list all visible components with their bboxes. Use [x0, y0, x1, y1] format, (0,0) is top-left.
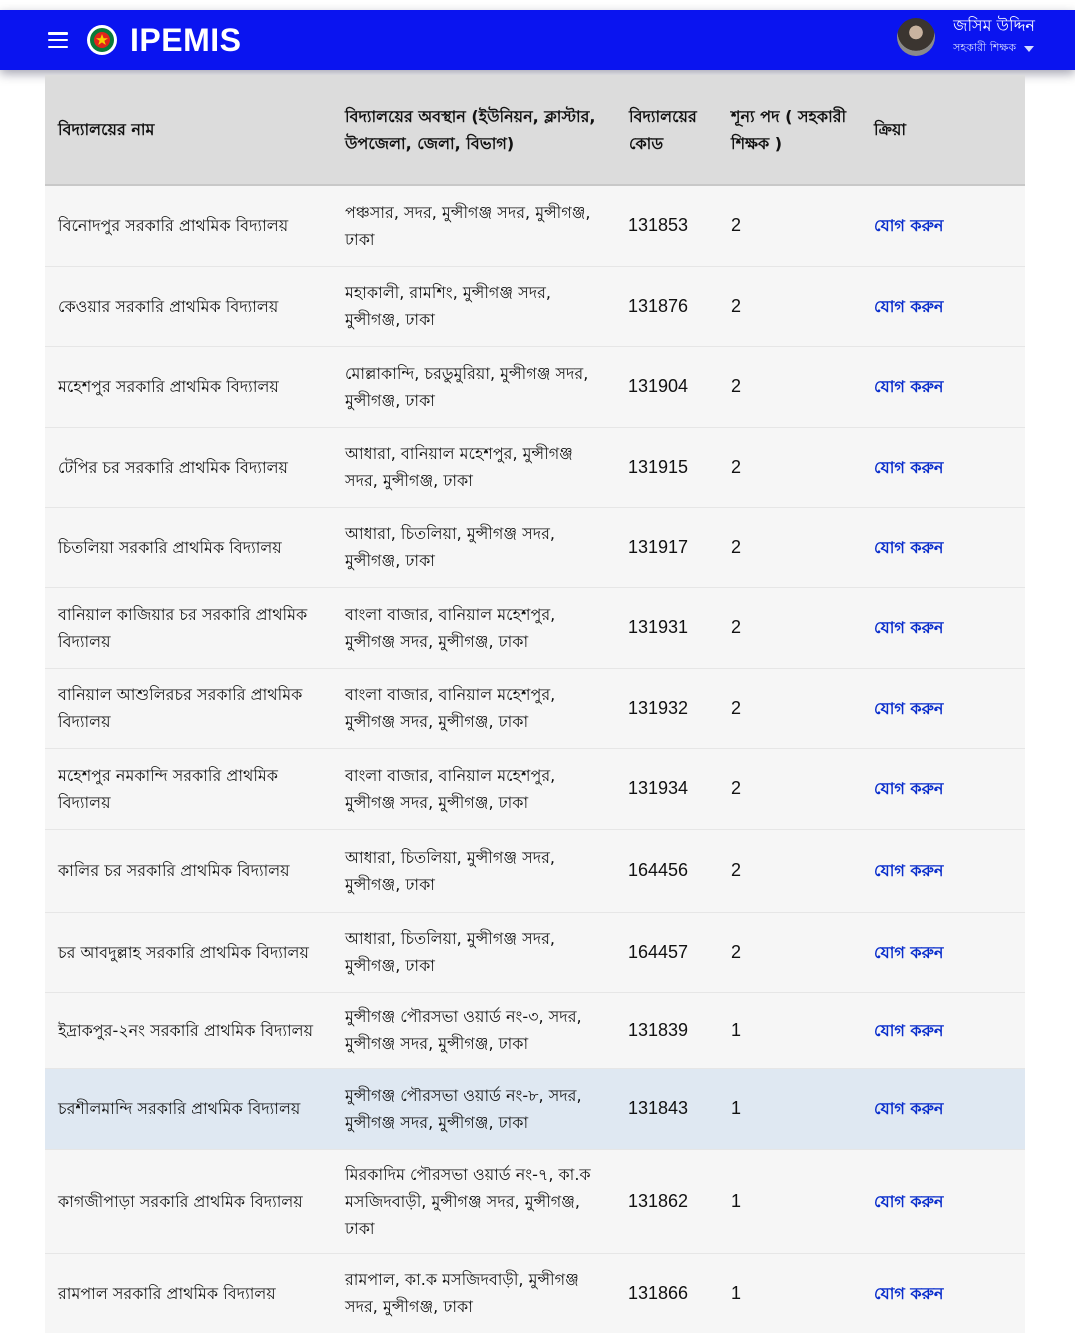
join-link[interactable]: যোগ করুন	[874, 861, 944, 880]
vacancy-count-cell: 1	[718, 1253, 861, 1333]
action-cell	[861, 185, 1025, 266]
join-link[interactable]: যোগ করুন	[874, 1099, 944, 1118]
school-name-cell: কাগজীপাড়া সরকারি প্রাথমিক বিদ্যালয়	[45, 1149, 332, 1253]
app-brand[interactable]: IPEMIS	[130, 21, 242, 58]
school-name-cell: বানিয়াল কাজিয়ার চর সরকারি প্রাথমিক বিদ্যালয়	[45, 587, 332, 668]
vacancy-count-cell: 2	[718, 346, 861, 427]
table-row	[45, 668, 1025, 748]
action-cell	[861, 1149, 1025, 1253]
school-code-cell: 164456	[616, 829, 718, 912]
table-row	[45, 912, 1025, 992]
action-cell	[861, 912, 1025, 992]
user-name: জসিম উদ্দিন	[953, 16, 1035, 35]
school-name-cell: চিতলিয়া সরকারি প্রাথমিক বিদ্যালয়	[45, 507, 332, 587]
action-cell	[861, 266, 1025, 346]
table-row	[45, 1068, 1025, 1149]
school-code-cell: 131853	[616, 185, 718, 266]
action-cell	[861, 992, 1025, 1068]
vacancy-count-cell: 2	[718, 266, 861, 346]
join-link[interactable]: যোগ করুন	[874, 618, 944, 637]
join-link[interactable]: যোগ করুন	[874, 296, 944, 316]
chevron-down-icon[interactable]	[1024, 46, 1034, 52]
school-name-cell: চরশীলমান্দি সরকারি প্রাথমিক বিদ্যালয়	[45, 1068, 332, 1149]
school-location-cell: রামপাল, কা.ক মসজিদবাড়ী, মুন্সীগঞ্জ সদর, মুন্সীগঞ্জ, ঢাকা	[332, 1253, 616, 1333]
school-name-cell: বানিয়াল আশুলিরচর সরকারি প্রাথমিক বিদ্যালয়	[45, 668, 332, 748]
table-row	[45, 266, 1025, 346]
school-location-cell: আধারা, চিতলিয়া, মুন্সীগঞ্জ সদর, মুন্সীগঞ্জ, ঢাকা	[332, 829, 616, 912]
vacancy-count-cell: 2	[718, 507, 861, 587]
join-link[interactable]: যোগ করুন	[874, 377, 944, 396]
school-vacancy-table	[45, 75, 1025, 1333]
action-cell	[861, 829, 1025, 912]
school-location-cell: মিরকাদিম পৌরসভা ওয়ার্ড নং-৭, কা.ক মসজিদবাড়ী, মুন্সীগঞ্জ সদর, মুন্সীগঞ্জ, ঢাকা	[332, 1149, 616, 1253]
school-code-cell: 131917	[616, 507, 718, 587]
join-link[interactable]: যোগ করুন	[874, 1020, 944, 1040]
school-location-cell: বাংলা বাজার, বানিয়াল মহেশপুর, মুন্সীগঞ্জ সদর, মুন্সীগঞ্জ, ঢাকা	[332, 668, 616, 748]
school-name-cell: ইদ্রাকপুর-২নং সরকারি প্রাথমিক বিদ্যালয়	[45, 992, 332, 1068]
school-code-cell: 131876	[616, 266, 718, 346]
column-header-school-code: বিদ্যালয়ের কোড	[616, 75, 718, 185]
school-location-cell: আধারা, চিতলিয়া, মুন্সীগঞ্জ সদর, মুন্সীগঞ্জ, ঢাকা	[332, 507, 616, 587]
join-link[interactable]: যোগ করুন	[874, 216, 944, 236]
school-name-cell: কালির চর সরকারি প্রাথমিক বিদ্যালয়	[45, 829, 332, 912]
school-code-cell: 131934	[616, 748, 718, 829]
school-location-cell: পঞ্চসার, সদর, মুন্সীগঞ্জ সদর, মুন্সীগঞ্জ, ঢাকা	[332, 185, 616, 266]
table-row	[45, 427, 1025, 507]
column-header-school-name: বিদ্যালয়ের নাম	[45, 75, 332, 185]
school-name-cell: চর আবদুল্লাহ সরকারি প্রাথমিক বিদ্যালয়	[45, 912, 332, 992]
school-code-cell: 131839	[616, 992, 718, 1068]
join-link[interactable]: যোগ করুন	[874, 457, 944, 477]
vacancy-count-cell: 1	[718, 1068, 861, 1149]
school-vacancy-table-card	[45, 75, 1025, 1333]
action-cell	[861, 346, 1025, 427]
school-name-cell: বিনোদপুর সরকারি প্রাথমিক বিদ্যালয়	[45, 185, 332, 266]
vacancy-count-cell: 2	[718, 185, 861, 266]
join-link[interactable]: যোগ করুন	[874, 1191, 944, 1211]
school-location-cell: মুন্সীগঞ্জ পৌরসভা ওয়ার্ড নং-৩, সদর, মুন্সীগঞ্জ সদর, মুন্সীগঞ্জ, ঢাকা	[332, 992, 616, 1068]
school-code-cell: 131866	[616, 1253, 718, 1333]
vacancy-count-cell: 2	[718, 427, 861, 507]
vacancy-count-cell: 2	[718, 912, 861, 992]
join-link[interactable]: যোগ করুন	[874, 698, 944, 718]
vacancy-count-cell: 2	[718, 748, 861, 829]
school-name-cell: মহেশপুর সরকারি প্রাথমিক বিদ্যালয়	[45, 346, 332, 427]
action-cell	[861, 748, 1025, 829]
column-header-location: বিদ্যালয়ের অবস্থান (ইউনিয়ন, ক্লাস্টার, উপজেলা, জেলা, বিভাগ)	[332, 75, 616, 185]
school-location-cell: আধারা, চিতলিয়া, মুন্সীগঞ্জ সদর, মুন্সীগঞ্জ, ঢাকা	[332, 912, 616, 992]
action-cell	[861, 587, 1025, 668]
school-location-cell: বাংলা বাজার, বানিয়াল মহেশপুর, মুন্সীগঞ্জ সদর, মুন্সীগঞ্জ, ঢাকা	[332, 748, 616, 829]
school-location-cell: মুন্সীগঞ্জ পৌরসভা ওয়ার্ড নং-৮, সদর, মুন্সীগঞ্জ সদর, মুন্সীগঞ্জ, ঢাকা	[332, 1068, 616, 1149]
vacancy-count-cell: 1	[718, 992, 861, 1068]
school-location-cell: আধারা, বানিয়াল মহেশপুর, মুন্সীগঞ্জ সদর, মুন্সীগঞ্জ, ঢাকা	[332, 427, 616, 507]
action-cell	[861, 1068, 1025, 1149]
school-code-cell: 131932	[616, 668, 718, 748]
table-row	[45, 829, 1025, 912]
table-row	[45, 1149, 1025, 1253]
user-menu[interactable]	[897, 16, 1035, 58]
table-row	[45, 507, 1025, 587]
action-cell	[861, 1253, 1025, 1333]
school-name-cell: মহেশপুর নমকান্দি সরকারি প্রাথমিক বিদ্যালয়	[45, 748, 332, 829]
table-row	[45, 185, 1025, 266]
action-cell	[861, 427, 1025, 507]
school-location-cell: মোল্লাকান্দি, চরডুমুরিয়া, মুন্সীগঞ্জ সদর, মুন্সীগঞ্জ, ঢাকা	[332, 346, 616, 427]
vacancy-count-cell: 2	[718, 587, 861, 668]
school-location-cell: মহাকালী, রামশিং, মুন্সীগঞ্জ সদর, মুন্সীগঞ্জ, ঢাকা	[332, 266, 616, 346]
table-row	[45, 346, 1025, 427]
table-row	[45, 1253, 1025, 1333]
column-header-vacancy: শূন্য পদ ( সহকারী শিক্ষক )	[718, 75, 861, 185]
school-name-cell: কেওয়ার সরকারি প্রাথমিক বিদ্যালয়	[45, 266, 332, 346]
vacancy-count-cell: 2	[718, 829, 861, 912]
school-name-cell: রামপাল সরকারি প্রাথমিক বিদ্যালয়	[45, 1253, 332, 1333]
school-code-cell: 131904	[616, 346, 718, 427]
school-location-cell: বাংলা বাজার, বানিয়াল মহেশপুর, মুন্সীগঞ্জ সদর, মুন্সীগঞ্জ, ঢাকা	[332, 587, 616, 668]
school-code-cell: 131843	[616, 1068, 718, 1149]
menu-icon[interactable]	[48, 32, 68, 48]
school-code-cell: 131915	[616, 427, 718, 507]
join-link[interactable]: যোগ করুন	[874, 779, 944, 798]
avatar[interactable]	[897, 18, 935, 56]
column-header-action: ক্রিয়া	[861, 75, 1025, 185]
user-role: সহকারী শিক্ষক	[953, 41, 1017, 54]
school-code-cell: 164457	[616, 912, 718, 992]
action-cell	[861, 668, 1025, 748]
table-row	[45, 587, 1025, 668]
table-header-row	[45, 75, 1025, 185]
vacancy-count-cell: 2	[718, 668, 861, 748]
action-cell	[861, 507, 1025, 587]
top-navbar	[0, 10, 1075, 70]
table-row	[45, 748, 1025, 829]
join-link[interactable]: যোগ করুন	[874, 537, 944, 557]
table-row	[45, 992, 1025, 1068]
bangladesh-emblem-icon	[86, 24, 118, 56]
school-name-cell: টেপির চর সরকারি প্রাথমিক বিদ্যালয়	[45, 427, 332, 507]
vacancy-count-cell: 1	[718, 1149, 861, 1253]
join-link[interactable]: যোগ করুন	[874, 1283, 944, 1303]
school-code-cell: 131862	[616, 1149, 718, 1253]
school-code-cell: 131931	[616, 587, 718, 668]
join-link[interactable]: যোগ করুন	[874, 942, 944, 962]
